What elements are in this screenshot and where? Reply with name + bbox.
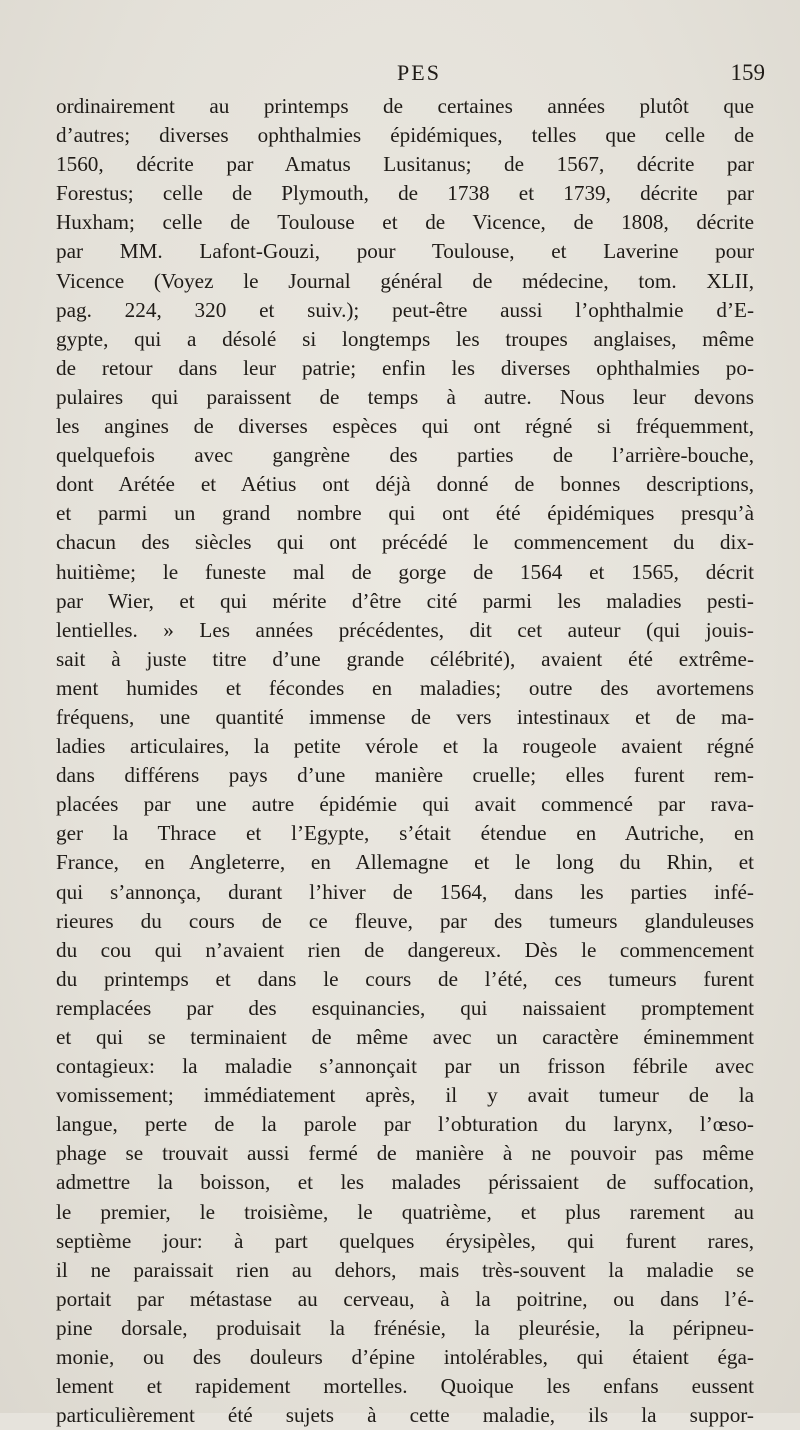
text-line: 1560, décrite par Amatus Lusitanus; de 1567, décrite par [56, 152, 754, 177]
body-text [56, 92, 754, 1430]
text-line: d’autres; diverses ophthalmies épidémiques, telles que celle de [56, 123, 754, 148]
text-line: et qui se terminaient de même avec un caractère éminemment [56, 1025, 754, 1049]
text-line: particulièrement été sujets à cette maladie, ils la suppor- [56, 1403, 754, 1428]
text-line: ment humides et fécondes en maladies; outre des avortemens [56, 675, 754, 700]
text-line: ladies articulaires, la petite vérole et la rougeole avaient régné [56, 734, 754, 759]
text-line: France, en Angleterre, en Allemagne et le long du Rhin, et [56, 850, 754, 875]
text-line: quelquefois avec gangrène des parties de l’arrière-bouche, [56, 443, 754, 468]
text-line: pine dorsale, produisait la frénésie, la pleurésie, la péripneu- [56, 1315, 754, 1340]
text-line: par Wier, et qui mérite d’être cité parmi les maladies pesti- [56, 588, 754, 613]
text-line: lentielles. » Les années précédentes, dit cet auteur (qui jouis- [56, 617, 754, 642]
text-line: Forestus; celle de Plymouth, de 1738 et 1739, décrite par [56, 181, 754, 206]
text-line: lement et rapidement mortelles. Quoique les enfans eussent [56, 1374, 754, 1399]
text-line: Huxham; celle de Toulouse et de Vicence, de 1808, décrite [56, 210, 754, 235]
text-line: gypte, qui a désolé si longtemps les troupes anglaises, même [56, 326, 754, 351]
text-line: rieures du cours de ce fleuve, par des tumeurs glanduleuses [56, 908, 754, 933]
text-line: remplacées par des esquinancies, qui naissaient promptement [56, 995, 754, 1020]
text-line: dans différens pays d’une manière cruelle; elles furent rem- [56, 763, 754, 788]
text-line: pulaires qui paraissent de temps à autre. Nous leur devons [56, 384, 754, 409]
page-number: 159 [730, 60, 765, 85]
text-line: contagieux: la maladie s’annonçait par un frisson fébrile avec [56, 1054, 754, 1079]
text-line: et parmi un grand nombre qui ont été épidémiques presqu’à [56, 501, 754, 526]
text-line: dont Arétée et Aétius ont déjà donné de bonnes descriptions, [56, 472, 754, 497]
text-line: par MM. Lafont-Gouzi, pour Toulouse, et Laverine pour [56, 239, 754, 264]
text-line: ordinairement au printemps de certaines années plutôt que [56, 94, 754, 118]
text-line: qui s’annonça, durant l’hiver de 1564, dans les parties infé- [56, 879, 754, 904]
text-line: sait à juste titre d’une grande célébrité), avaient été extrême- [56, 646, 754, 671]
text-line: septième jour: à part quelques érysipèles, qui furent rares, [56, 1228, 754, 1253]
text-line: portait par métastase au cerveau, à la poitrine, ou dans l’é- [56, 1286, 754, 1311]
text-line: chacun des siècles qui ont précédé le commencement du dix- [56, 530, 754, 555]
text-line: placées par une autre épidémie qui avait commencé par rava- [56, 792, 754, 817]
text-line: huitième; le funeste mal de gorge de 1564 et 1565, décrit [56, 559, 754, 584]
text-line: le premier, le troisième, le quatrième, et plus rarement au [56, 1199, 754, 1224]
text-line: du printemps et dans le cours de l’été, ces tumeurs furent [56, 966, 754, 991]
text-line: ger la Thrace et l’Egypte, s’était étendue en Autriche, en [56, 821, 754, 846]
text-line: langue, perte de la parole par l’obturation du larynx, l’œso- [56, 1112, 754, 1137]
text-line: fréquens, une quantité immense de vers intestinaux et de ma- [56, 704, 754, 729]
text-line: phage se trouvait aussi fermé de manière à ne pouvoir pas même [56, 1141, 754, 1166]
text-line: pag. 224, 320 et suiv.); peut-être aussi l’ophthalmie d’E- [56, 297, 754, 322]
page-header [55, 60, 765, 90]
text-line: les angines de diverses espèces qui ont régné si fréquemment, [56, 414, 754, 439]
text-line: monie, ou des douleurs d’épine intolérables, qui étaient éga- [56, 1345, 754, 1370]
text-line: vomissement; immédiatement après, il y avait tumeur de la [56, 1083, 754, 1108]
running-title: PES [397, 60, 441, 85]
text-line: du cou qui n’avaient rien de dangereux. Dès le commencement [56, 937, 754, 962]
text-line: admettre la boisson, et les malades périssaient de suffocation, [56, 1170, 754, 1195]
text-line: Vicence (Voyez le Journal général de médecine, tom. XLII, [56, 268, 754, 293]
text-line: de retour dans leur patrie; enfin les diverses ophthalmies po- [56, 355, 754, 380]
text-line: il ne paraissait rien au dehors, mais très-souvent la maladie se [56, 1257, 754, 1282]
